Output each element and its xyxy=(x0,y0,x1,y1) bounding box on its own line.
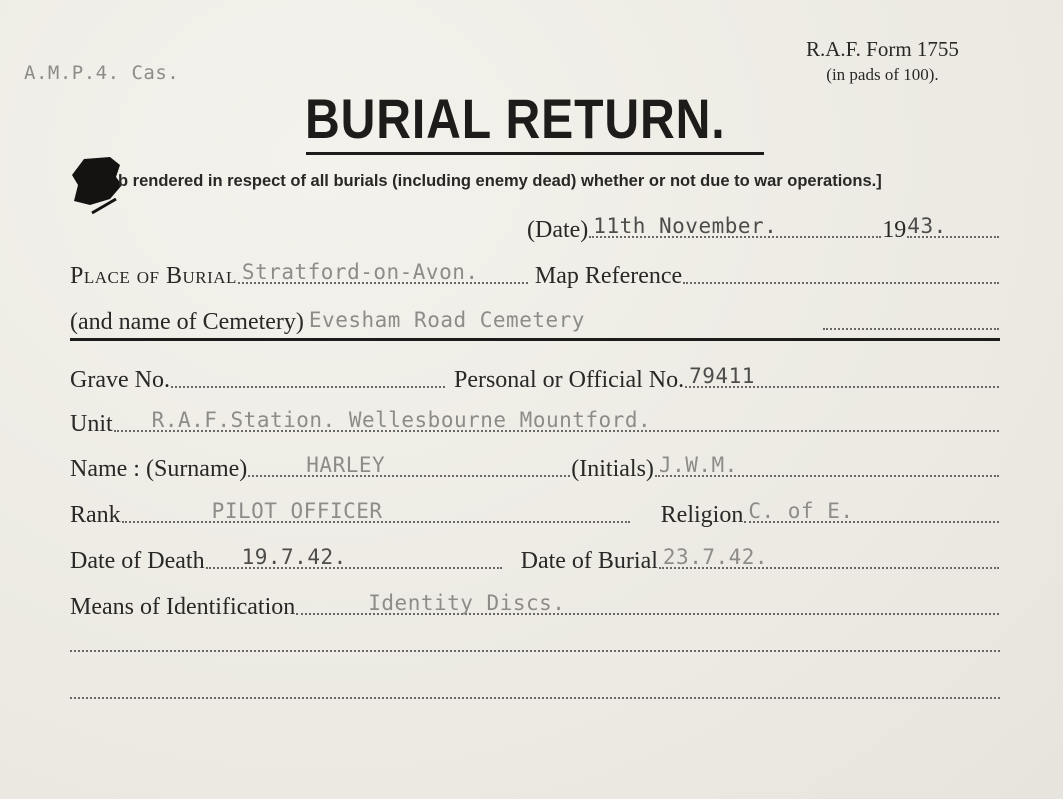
form-note: b rendered in respect of all burials (including enemy dead) whether or not due to war operations.] xyxy=(118,172,882,190)
date-of-death-value: 19.7.42. xyxy=(241,545,347,569)
unit-field xyxy=(114,408,999,432)
cemetery-label: (and name of Cemetery) xyxy=(70,309,304,335)
identification-row xyxy=(70,587,1000,621)
date-row xyxy=(527,210,1000,244)
blank-line-1 xyxy=(70,650,1000,652)
blank-line-2 xyxy=(70,697,1000,699)
cemetery-value: Evesham Road Cemetery xyxy=(308,308,585,332)
unit-row xyxy=(70,404,1000,438)
section-divider xyxy=(70,338,1000,341)
cemetery-row xyxy=(70,302,1000,336)
year-prefix: 19 xyxy=(882,217,907,243)
grave-row xyxy=(70,360,1000,394)
initials-value: J.W.M. xyxy=(658,453,738,477)
rank-field xyxy=(122,499,630,523)
year-value: 43. xyxy=(907,214,947,238)
form-title: BURIAL RETURN. xyxy=(305,87,726,150)
surname-label: Name : (Surname) xyxy=(70,456,248,482)
rank-label: Rank xyxy=(70,502,121,528)
identification-label: Means of Identification xyxy=(70,594,296,620)
date-of-death-field xyxy=(206,545,502,569)
date-of-burial-label: Date of Burial xyxy=(520,548,658,574)
initials-label: (Initials) xyxy=(571,456,654,482)
grave-number-field xyxy=(171,386,445,388)
form-pads-text: (in pads of 100). xyxy=(826,65,939,84)
surname-value: HARLEY xyxy=(306,453,386,477)
date-of-burial-field xyxy=(659,545,999,569)
initials-field xyxy=(655,453,999,477)
date-of-death-label: Date of Death xyxy=(70,548,205,574)
personal-number-label: Personal or Official No. xyxy=(453,367,685,393)
title-underline xyxy=(306,152,764,155)
year-field xyxy=(907,214,999,238)
personal-number-field xyxy=(685,364,999,388)
name-row xyxy=(70,449,1000,483)
identification-value: Identity Discs. xyxy=(368,591,566,615)
unit-value: R.A.F.Station. Wellesbourne Mountford. xyxy=(151,408,652,432)
place-value: Stratford-on-Avon. xyxy=(241,260,479,284)
place-row xyxy=(70,256,1000,290)
dates-row xyxy=(70,541,1000,575)
religion-label: Religion xyxy=(660,502,744,528)
religion-field xyxy=(744,499,999,523)
rank-value: PILOT OFFICER xyxy=(211,499,383,523)
form-number xyxy=(806,36,959,88)
cemetery-field-end xyxy=(823,328,999,330)
rank-row xyxy=(70,495,1000,529)
personal-number-value: 79411 xyxy=(689,364,755,388)
grave-number-label: Grave No. xyxy=(70,367,170,393)
identification-field xyxy=(296,591,999,615)
form-number-text: R.A.F. Form 1755 xyxy=(806,37,959,61)
map-reference-field xyxy=(683,282,999,284)
date-label: (Date) xyxy=(527,217,589,243)
unit-label: Unit xyxy=(70,411,113,437)
reference-code: A.M.P.4. Cas. xyxy=(24,62,180,84)
place-field xyxy=(238,260,528,284)
map-reference-label: Map Reference xyxy=(534,263,683,289)
date-field xyxy=(589,214,881,238)
date-value: 11th November. xyxy=(593,214,778,238)
place-label: Place of Burial xyxy=(70,263,237,289)
date-of-burial-value: 23.7.42. xyxy=(662,545,769,569)
religion-value: C. of E. xyxy=(748,499,854,523)
surname-field xyxy=(248,453,570,477)
